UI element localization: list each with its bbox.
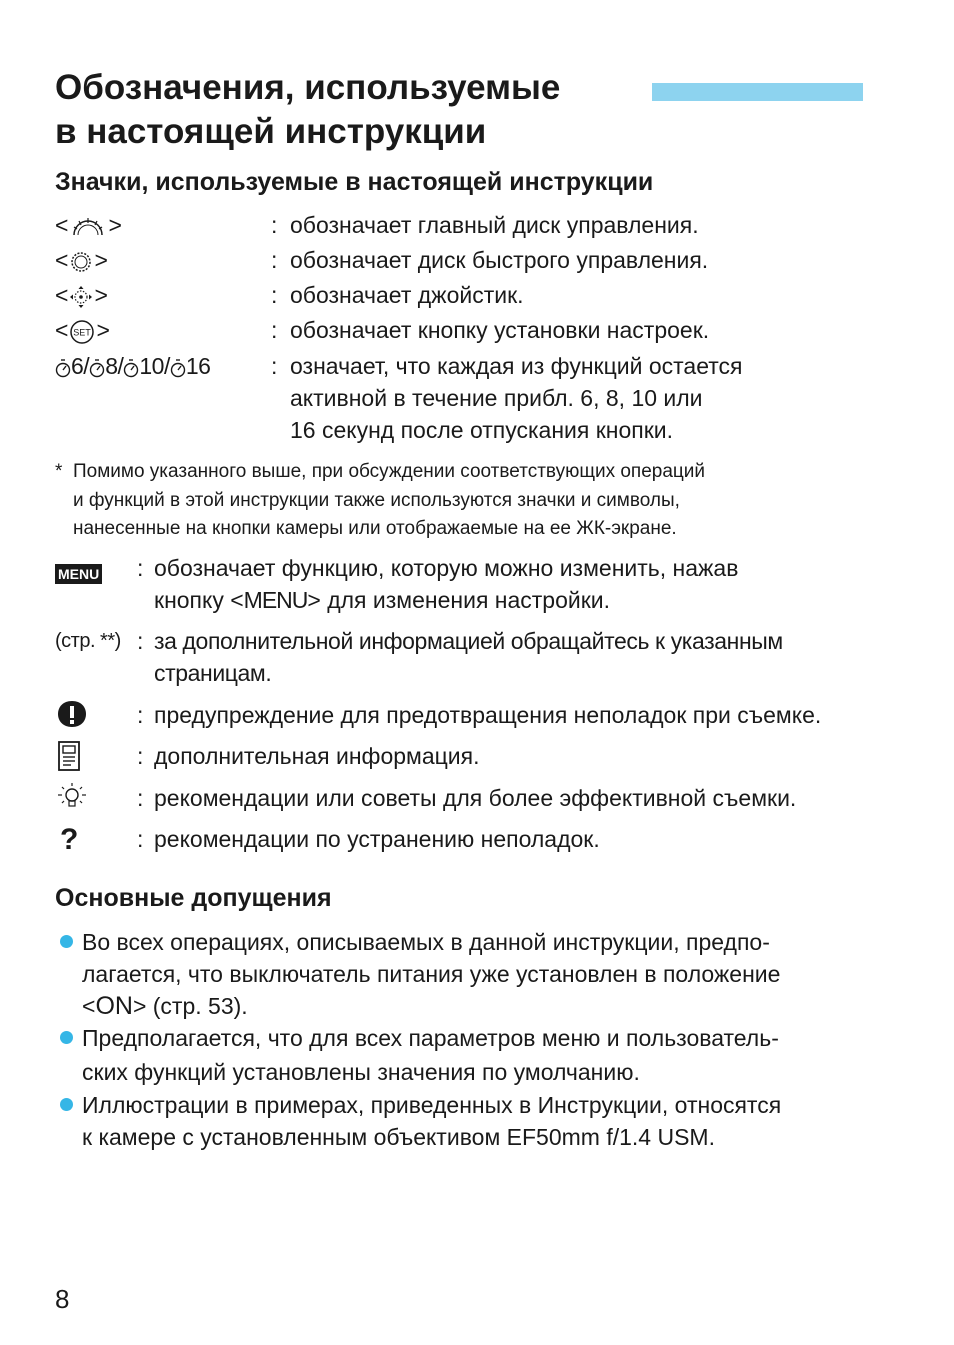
bullet-icon xyxy=(60,935,73,948)
colon: : xyxy=(271,317,278,343)
menu-key-label: MENU xyxy=(243,587,308,613)
footnote-text: Помимо указанного выше, при обсуждении соответствующих операций и функций в этой инструкции также используются значки и символы, нанесенные на кнопки камеры или отображаемые на ее ЖК-экране. xyxy=(73,461,706,539)
note-icon xyxy=(55,740,85,772)
assumptions-heading: Основные допущения xyxy=(55,884,332,912)
colon: : xyxy=(137,555,144,581)
bullet-icon xyxy=(60,1098,73,1111)
timer-symbols: 6/ 8/ 10/ 16 xyxy=(55,350,210,382)
svg-text:SET: SET xyxy=(73,327,92,338)
menu-description: обозначает функцию, которую можно изменить, нажав кнопку <MENU> для изменения настройки. xyxy=(154,555,739,613)
joystick-icon xyxy=(68,285,94,309)
colon: : xyxy=(137,702,144,728)
question-icon: ? xyxy=(60,823,79,856)
colon: : xyxy=(137,826,144,852)
caution-icon xyxy=(55,699,89,729)
caution-description: предупреждение для предотвращения неполадок при съемке. xyxy=(154,702,822,728)
caution-symbol xyxy=(55,699,89,737)
colon: : xyxy=(271,282,278,308)
quick-control-dial-icon xyxy=(68,250,94,274)
timer-icon xyxy=(89,357,105,379)
joystick-description: обозначает джойстик. xyxy=(290,282,524,308)
timer-icon xyxy=(123,357,139,379)
timer-description: означает, что каждая из функций остается активной в течение прибл. 6, 8, 10 или 16 секунд после отпускания кнопки. xyxy=(290,353,743,443)
colon: : xyxy=(271,353,278,379)
tip-bulb-icon xyxy=(55,782,89,812)
colon: : xyxy=(137,785,144,811)
set-button-symbol: < SET > xyxy=(55,317,110,343)
joystick-symbol: < > xyxy=(55,282,108,308)
icons-section-heading: Значки, используемые в настоящей инструкции xyxy=(55,168,654,196)
main-dial-description: обозначает главный диск управления. xyxy=(290,212,699,238)
page-title-line1: Обозначения, используемые xyxy=(55,68,561,107)
timer-icon xyxy=(55,357,71,379)
quick-control-dial-symbol: < > xyxy=(55,247,108,273)
help-description: рекомендации по устранению неполадок. xyxy=(154,826,600,852)
bullet-icon xyxy=(60,1031,73,1044)
page-ref-description: за дополнительной информацией обращайтесь к указанным страницам. xyxy=(154,628,783,686)
quick-control-dial-description: обозначает диск быстрого управления. xyxy=(290,247,709,273)
menu-symbol xyxy=(55,555,102,587)
on-key-label: ON xyxy=(95,992,133,1020)
colon: : xyxy=(271,212,278,238)
page-number: 8 xyxy=(55,1284,70,1314)
menu-icon: MENU xyxy=(55,564,102,584)
footnote-star: * xyxy=(55,461,63,482)
tip-description: рекомендации или советы для более эффективной съемки. xyxy=(154,785,797,811)
timer-icon xyxy=(170,357,186,379)
colon: : xyxy=(271,247,278,273)
main-dial-icon xyxy=(68,215,108,239)
colon: : xyxy=(137,628,144,654)
page-title xyxy=(55,66,560,154)
page-title-line2: в настоящей инструкции xyxy=(55,112,487,151)
main-dial-symbol: < > xyxy=(55,212,122,238)
colon: : xyxy=(137,743,144,769)
tip-symbol xyxy=(55,782,89,820)
set-button-description: обозначает кнопку установки настроек. xyxy=(290,317,710,343)
page-ref-symbol: (стр. **) xyxy=(55,630,121,652)
note-symbol xyxy=(55,740,85,780)
set-button-icon xyxy=(68,319,96,345)
note-description: дополнительная информация. xyxy=(154,743,480,769)
title-accent-bar xyxy=(652,83,863,101)
